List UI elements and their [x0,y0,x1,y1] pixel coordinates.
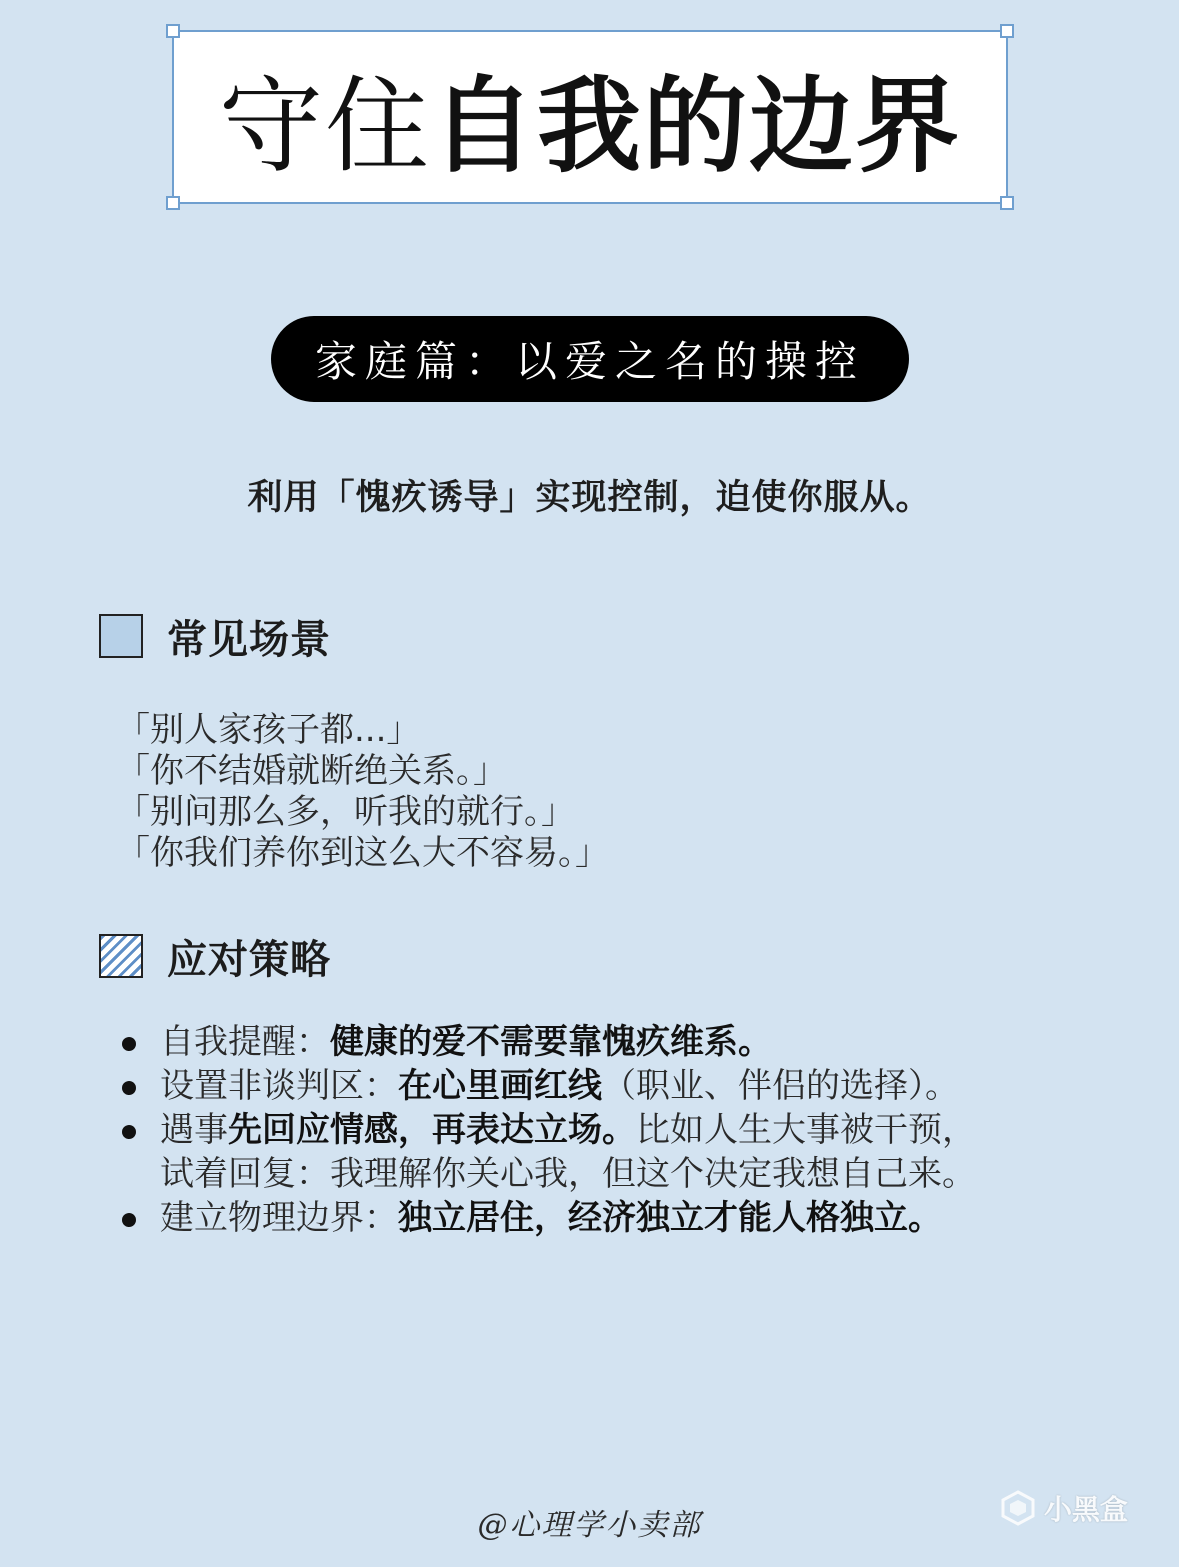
selection-handle-top-right [1000,24,1014,38]
filled-square-icon [99,614,143,658]
subtitle: 利用「愧疚诱导」实现控制，迫使你服从。 [247,478,932,518]
selection-handle-top-left [166,24,180,38]
page-title [219,42,961,192]
quote-item: 「别问那么多，听我的就行。」 [116,792,575,832]
strategy-label: 建立物理边界： [160,1198,398,1238]
chapter-title: 家庭篇：以爱之名的操控 [314,337,865,386]
bullet-icon [122,1213,136,1227]
strategy-rest: 比如人生大事被干预， [636,1110,976,1150]
quote-item: 「你不结婚就断绝关系。」 [116,751,507,791]
strategy-bold: 在心里画红线 [398,1066,602,1106]
strategy-label: 设置非谈判区： [160,1066,398,1106]
quote-item: 「别人家孩子都...」 [116,710,421,750]
selection-handle-bottom-left [166,196,180,210]
section-title-scenes: 常见场景 [167,616,331,663]
watermark-text: 小黑盒 [1044,1493,1129,1526]
chapter-pill [271,316,909,402]
title-box [172,30,1008,204]
striped-square-icon [99,934,143,978]
section-header-scenes [99,606,331,666]
selection-handle-bottom-right [1000,196,1014,210]
list-item [116,1196,1166,1240]
title-bold-part: 自我的边界 [431,65,962,187]
watermark [1000,1488,1128,1528]
strategy-line2: 试着回复：我理解你关心我，但这个决定我想自己来。 [160,1154,976,1194]
bullet-icon [122,1125,136,1139]
strategy-bold: 健康的爱不需要靠愧疚维系。 [330,1022,772,1062]
author-credit: @心理学小卖部 [477,1508,702,1543]
bullet-icon [122,1081,136,1095]
strategy-label: 自我提醒： [160,1022,330,1062]
strategy-list [116,1020,1166,1240]
strategy-rest: （职业、伴侣的选择）。 [602,1066,959,1106]
list-item [116,1064,1166,1108]
strategy-bold: 先回应情感，再表达立场。 [228,1110,636,1150]
title-light-part: 守住 [218,65,431,187]
strategy-bold: 独立居住，经济独立才能人格独立。 [398,1198,942,1238]
scene-quotes [116,710,1116,874]
section-header-strategies [99,926,331,986]
list-item [116,1108,1166,1196]
bullet-icon [122,1037,136,1051]
list-item [116,1020,1166,1064]
section-title-strategies: 应对策略 [167,936,331,983]
quote-item: 「你我们养你到这么大不容易。」 [116,833,609,873]
strategy-label: 遇事 [160,1110,228,1150]
xiaoheihe-logo-icon [1000,1490,1036,1526]
